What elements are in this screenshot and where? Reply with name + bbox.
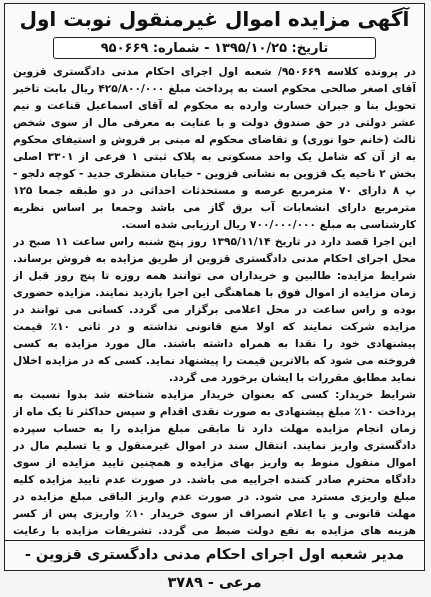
notice-paragraph: این اجرا قصد دارد در تاریخ ۱۳۹۵/۱۱/۱۴ روز پنج شنبه راس ساعت ۱۱ صبح در محل اجرای احکام مدنی دادگستری قزوین از طریق مزایده به فروش برساند. شرایط مزایده: طالبین و خریداران می توانند همه روزه تا پنج روز قبل از زمان مزایده از اموال فوق با هماهنگی این اجرا بازدید نمایند. مزایده حضوری بوده و راس ساعت در محل اعلامی برگزار می گردد. کسانی می توانند در مزایده شرکت نمایند که اولا منع قانونی نداشته و در ثانی ۱۰٪ قیمت پیشنهادی خود را نقدا به همراه داشته باشند. مال مورد مزایده به کسی فروخته می شود که بالاترین قیمت را پیشنهاد نماید. کسی که در مزایده اخلال نماید مطابق مقررات با ایشان برخورد می گردد. [13, 236, 416, 384]
notice-paragraph: شرایط خریدار: کسی که بعنوان خریدار مزایده شناخته شد بدوا نسبت به پرداخت ۱۰٪ مبلغ پیشنهادی به صورت نقدی اقدام و سپس حداکثر تا یک ماه از زمان انجام مزایده مهلت دارد تا مابقی مبلغ مزایده را به حساب سپرده دادگستری واریز نمایند. انتقال سند در اموال غیرمنقول و یا تسلیم مال در اموال منقول منوط به واریز بهای مزایده و همچنین تایید مزایده از سوی دادگاه محترم صادر کننده اجراییه می باشد. در صورت عدم تایید مزایده کلیه مبلغ واریزی مسترد می شود. در صورت عدم واریز الباقی مبلغ مزایده در مهلت قانونی و یا اعلام انصراف از سوی خریدار ۱۰٪ واریزی پس از کسر هزینه های مزایده به نفع دولت ضبط می گردد. تشریفات مزایده با رعایت [13, 389, 416, 536]
notice-frame [4, 3, 425, 591]
notice-paragraph: در پرونده کلاسه ۹۵۰۶۶۹/ شعبه اول اجرای احکام مدنی دادگستری قزوین آقای اصغر صالحی محکوم است به پرداخت مبلغ ۴۲۵/۸۰۰/۰۰۰ ریال بابت تاخیر تحویل بنا و جبران خسارت وارده به محکوم له آقای اسماعیل قناعت و نیم عشر دولتی در حق صندوق دولت و با عنایت به معرفی مال از سوی شخص ثالث (خانم حوا نوری) و تقاضای محکوم له مبنی بر فروش و استیفای محکوم به از آن که شامل یک واحد مسکونی به پلاک ثبتی ۱ فرعی از ۳۳۰۱ اصلی بخش ۲ ناحیه یک قزوین به نشانی قزوین - خیابان منتظری جدید - کوچه دلجو - پ ۸ دارای ۷۰ مترمربع عرصه و مستحدثات احداثی در دو طبقه جمعا ۱۲۵ مترمربع دارای انشعابات آب برق گاز می باشد وجمعا بر اساس نظریه کارشناسی به مبلغ ۷۰۰/۰۰۰/۰۰۰ ریال ارزیابی شده است. [13, 66, 416, 231]
notice-date-number: تاریخ: ۱۳۹۵/۱۰/۲۵ - شماره: ۹۵۰۶۶۹ [53, 37, 376, 59]
notice-title: آگهی مزایده اموال غیرمنقول نوبت اول [19, 7, 410, 31]
notice-signature: مدیر شعبه اول اجرای احکام مدنی دادگستری قزوین - مرعی - ۳۷۸۹ [5, 540, 424, 569]
notice-body [13, 64, 416, 536]
